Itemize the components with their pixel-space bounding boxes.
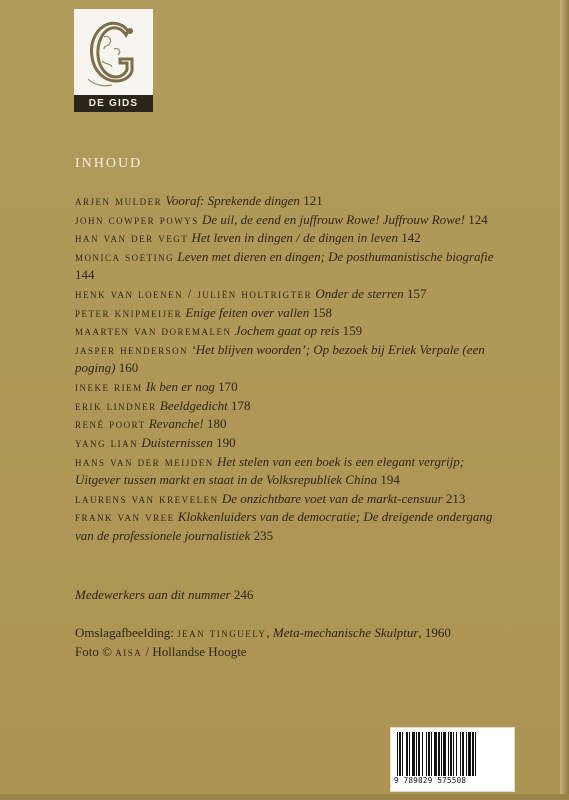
toc-page: 124 <box>468 211 488 227</box>
toc-title: Het stelen van een boek is een elegant vergrijp; Uitgever tussen markt en staat in de Volksrepubliek China <box>75 453 465 488</box>
toc-entry <box>75 192 495 210</box>
toc-entry <box>75 304 495 322</box>
toc-title: ‘Het blijven woorden’; Op bezoek bij Eriek Verpale (een poging) <box>75 342 485 376</box>
toc-entry <box>75 211 495 229</box>
barcode-bar <box>448 732 449 776</box>
toc-entry <box>75 378 495 396</box>
barcode-bar <box>450 732 452 776</box>
barcode-bar <box>409 732 410 776</box>
toc-page: 180 <box>206 416 227 432</box>
barcode-bar <box>443 732 446 776</box>
barcode-bar <box>460 732 461 776</box>
barcode-bar <box>438 732 440 776</box>
toc-author: rené poort <box>75 417 146 432</box>
barcode-bar <box>418 732 420 776</box>
toc-title: Onder de sterren <box>315 286 404 302</box>
de-gids-logo <box>74 9 153 112</box>
toc-entry <box>75 508 495 544</box>
toc-title: Vooraf: Sprekende dingen <box>165 193 300 208</box>
toc-page: 170 <box>218 379 238 395</box>
toc-entry <box>75 434 495 452</box>
toc-entry <box>75 397 495 415</box>
toc-author: jasper henderson <box>75 343 189 358</box>
barcode-bar <box>416 732 417 776</box>
barcode-bar <box>426 732 427 776</box>
photo-prefix: Foto © <box>75 643 112 659</box>
barcode-bar <box>472 732 474 776</box>
barcode-bars <box>395 732 510 776</box>
toc-page: 194 <box>380 472 400 488</box>
logo-wordmark: DE GIDS <box>74 95 153 112</box>
toc-author: hans van der meijden <box>75 454 214 469</box>
toc-author: john cowper powys <box>75 212 199 227</box>
toc-entry <box>75 490 495 508</box>
credit-label: Omslagafbeelding: <box>75 625 174 640</box>
toc-entry <box>75 322 495 340</box>
toc-author: peter knipmeijer <box>75 305 183 320</box>
toc-page: 235 <box>253 527 274 543</box>
toc-title: De uil, de eend en juffrouw Rowe! Juffrouw Rowe! <box>202 211 465 227</box>
barcode-bar <box>456 732 457 776</box>
toc-entry <box>75 415 495 433</box>
toc-entry <box>75 341 495 377</box>
barcode-bar <box>453 732 454 776</box>
barcode-number: 9 789029 575508 <box>394 776 467 785</box>
toc-title: Het leven in dingen / de dingen in leven <box>191 230 398 246</box>
barcode-bar <box>397 732 398 776</box>
toc-author: henk van loenen / juliën holtrigter <box>75 287 313 302</box>
toc-title: Klokkenluiders van de democratie; De dreigende ondergang van de professionele journalistiek <box>75 509 493 543</box>
toc-title: Beeldgedicht <box>159 397 228 413</box>
toc-page: 121 <box>303 193 323 208</box>
toc-page: 178 <box>230 397 251 413</box>
ornate-g-initial-icon <box>74 9 153 95</box>
toc-page: 144 <box>75 267 95 283</box>
toc-author: frank van vree <box>75 510 175 525</box>
toc-author: maarten van doremalen <box>75 324 232 339</box>
barcode-bar <box>462 732 464 776</box>
barcode-bar <box>441 732 442 776</box>
toc-title: Enige feiten over vallen <box>185 304 310 320</box>
cover-image-credit <box>75 624 451 661</box>
toc-author: erik lindner <box>75 398 157 413</box>
toc-page: 159 <box>342 323 363 339</box>
toc-page: 213 <box>445 490 466 506</box>
photo-suffix: / Hollandse Hoogte <box>145 643 247 659</box>
toc-page: 158 <box>312 304 332 320</box>
toc-title: De onzichtbare voet van de markt-censuur <box>221 490 443 506</box>
contributors-title: Medewerkers aan dit nummer <box>75 587 231 602</box>
toc-author: ineke riem <box>75 380 143 395</box>
contributors-line <box>75 587 253 603</box>
table-of-contents <box>75 192 495 545</box>
toc-author: monica soeting <box>75 250 175 265</box>
cover-bottom-edge <box>0 794 569 800</box>
toc-author: han van der vegt <box>75 231 189 246</box>
toc-author: arjen mulder <box>75 194 163 208</box>
barcode-bar <box>402 732 403 776</box>
toc-title: Revanche! <box>148 416 204 432</box>
photo-agency: aisa <box>115 644 143 659</box>
barcode-bar <box>399 732 401 776</box>
credit-work: Meta-mechanische Skulptur <box>272 625 419 640</box>
toc-title: Duisternissen <box>141 435 213 451</box>
isbn-barcode <box>390 727 515 792</box>
toc-title: Jochem gaat op reis <box>234 323 340 339</box>
toc-page: 190 <box>216 435 236 451</box>
toc-title: Ik ben er nog <box>145 379 215 395</box>
barcode-bar <box>412 732 415 776</box>
barcode-bar <box>434 732 437 776</box>
toc-entry <box>75 285 495 303</box>
toc-page: 142 <box>401 230 421 246</box>
toc-entry <box>75 229 495 247</box>
toc-page: 160 <box>118 360 139 376</box>
credit-line-2 <box>75 643 451 662</box>
toc-title: Leven met dieren en dingen; De posthumanistische biografie <box>177 249 494 265</box>
contributors-page: 246 <box>233 587 254 602</box>
contents-heading: INHOUD <box>75 156 143 171</box>
barcode-bar <box>475 732 476 776</box>
barcode-bar <box>468 732 471 776</box>
barcode-bar <box>422 732 423 776</box>
cover-spine-edge <box>560 0 569 800</box>
toc-page: 157 <box>406 286 427 302</box>
toc-entry <box>75 453 495 489</box>
barcode-bar <box>466 732 467 776</box>
credit-line-1: Omslagafbeelding: jean tinguely, Meta-mechanische Skulptur, 1960 <box>75 625 451 640</box>
toc-author: laurens van krevelen <box>75 491 219 506</box>
credit-year: , 1960 <box>418 625 451 640</box>
toc-entry <box>75 248 495 284</box>
barcode-bar <box>431 732 432 776</box>
credit-artist: jean tinguely <box>177 626 267 640</box>
barcode-bar <box>406 732 408 776</box>
toc-author: yang lian <box>75 436 139 451</box>
barcode-bar <box>428 732 430 776</box>
